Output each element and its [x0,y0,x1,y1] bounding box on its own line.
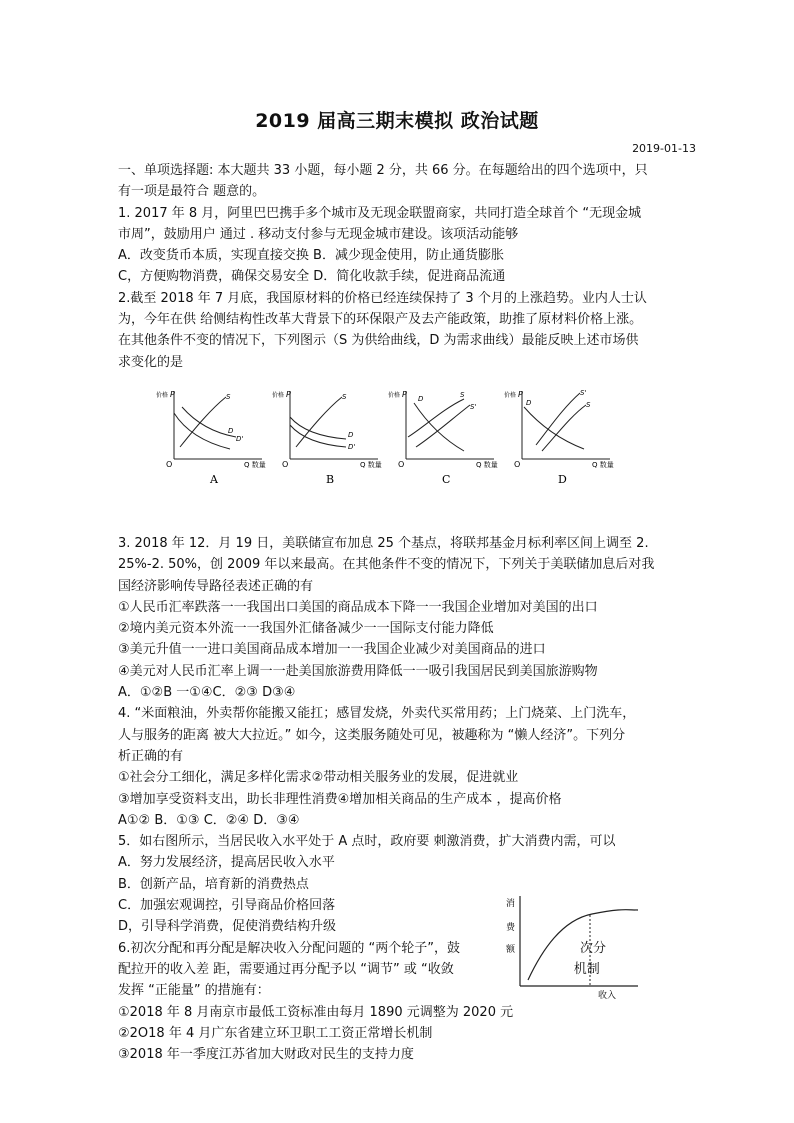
curve-label: D' [348,442,356,451]
text-line: 4. “米面粮油，外卖帮你能搬又能扛；感冒发烧，外卖代买常用药；上门烧菜、上门洗车， [118,706,636,722]
income-consumption-graph [502,890,642,1000]
text-line: C．加强宏观调控，引导商品价格回落 [118,898,336,914]
question-block-1-2 [118,160,680,373]
text-line: ①2018 年 8 月南京市最低工资标准由每月 1890 元调整为 2020 元 [118,1004,514,1020]
text-line: 析正确的有 [118,748,184,764]
text-line: 在其他条件不变的情况下，下列图示（S 为供给曲线，D 为需求曲线）最能反映上述市场供 [118,333,639,349]
q6-line-1: 6.初次分配和再分配是解决收入分配问题的 “两个轮子”，鼓 次分 [118,940,607,956]
quantity-label: Q 数量 [592,460,614,469]
graphs-svg [156,387,636,487]
text-line: 有一项是最符合 题意的。 [118,184,266,200]
curve-label: S [226,392,231,401]
curve-label: D [418,394,424,403]
text-line: ①社会分工细化，满足多样化需求②带动相关服务业的发展，促进就业 [118,770,519,786]
price-label: 价格 [504,391,517,399]
curve-1 [408,399,464,437]
text-line: C，方便购物消费，确保交易安全 D．简化收款手续，促进商品流通 [118,269,506,285]
text-line: A．①②B 一①④C．②③ D③④ [118,685,296,701]
origin-label: O [514,459,521,469]
price-label: 价格 [388,391,401,399]
text-line: ②境内美元资本外流一一我国外汇储备减少一一国际支付能力降低 [118,621,494,637]
p-label: P [402,389,407,399]
quantity-label: Q 数量 [244,460,266,469]
text-line: ③美元升值一一进口美国商品成本增加一一我国企业减少对美国商品的进口 [118,642,546,658]
graph-letter-A: A [210,472,218,486]
supply-demand-graphs [118,373,680,533]
curve-label: D [526,398,532,407]
ylabel-char-1: 消 [506,899,516,910]
quantity-label: Q 数量 [476,460,498,469]
text-line: ③2018 年一季度江苏省加大财政对民生的支持力度 [118,1047,414,1063]
consumption-curve [528,910,638,980]
graph-A [156,390,266,486]
text-line: 求变化的是 [118,354,184,370]
ylabel-char-2: 费 [506,923,516,934]
text-line: 2.截至 2018 年 7 月底，我国原材料的价格已经连续保持了 3 个月的上涨趋势。业内人士认 [118,290,647,306]
text-line: 1. 2017 年 8 月，阿里巴巴携手多个城市及无现金联盟商家，共同打造全球首个 “无现金城 [118,205,642,221]
text-line: 国经济影响传导路径表述正确的有 [118,578,314,594]
text-line: 为，今年在供 给侧结构性改革大背景下的环保限产及去产能政策，助推了原材料价格上涨。 [118,312,643,328]
curve-label: D [348,430,354,439]
text-line: 市周”，鼓励用户 通过 . 移动支付参与无现金城市建设。该项活动能够 [118,226,519,242]
origin-label: O [282,459,289,469]
curve-label: S' [470,402,477,411]
curve-label: S [586,400,591,409]
curve-1 [296,397,342,447]
text-line: 发挥 “正能量” 的措施有： [118,983,270,999]
text-line: D，引导科学消费，促使消费结构升级 [118,919,337,935]
q6-line-2: 配拉开的收入差 距，需要通过再分配予以 “调节” 或 “收敛 机制 [118,961,600,977]
text-line: 5．如右图所示，当居民收入水平处于 A 点时，政府要 刺激消费，扩大消费内需，可以 [118,834,616,850]
text-line: A．改变货币本质，实现直接交换 B．减少现金使用，防止通货膨胀 [118,248,504,264]
text-line: ②2O18 年 4 月广东省建立环卫职工工资正常增长机制 [118,1025,433,1041]
graph-C [388,390,498,486]
curve-label: D' [236,434,244,443]
text-line: B．创新产品，培育新的消费热点 [118,876,309,892]
origin-label: O [398,459,405,469]
p-label: P [170,389,175,399]
curve-label: D [228,426,234,435]
exam-content [118,160,680,1065]
graph-letter-B: B [326,472,335,486]
price-label: 价格 [156,391,169,399]
text-line: A①② B．①③ C．②④ D．③④ [118,812,300,828]
xlabel: 收入 [598,991,617,1002]
text-line: ③增加享受资料支出，助长非理性消费④增加相关商品的生产成本 ，提高价格 [118,791,562,807]
quantity-label: Q 数量 [360,460,382,469]
text-line: A．努力发展经济，提高居民收入水平 [118,855,335,871]
text-line: ④美元对人民币汇率上调一一赴美国旅游费用降低一一吸引我国居民到美国旅游购物 [118,663,598,679]
ylabel-char-3: 额 [506,945,516,956]
question-block-3-5 [118,533,680,852]
curve-label: S' [580,388,587,397]
curve-label: S [460,390,465,399]
graph-D [504,389,614,486]
text-line: 25%-2. 50%，创 2009 年以来最高。在其他条件不变的情况下，下列关于美联储加息后对我 [118,557,655,573]
origin-label: O [166,459,173,469]
exam-date: 2019-01-13 [632,142,696,155]
curve-label: S [342,392,347,401]
page-title: 2019 届高三期末模拟 政治试题 [255,110,539,132]
text-line: 3. 2018 年 12．月 19 日，美联储宣布加息 25 个基点，将联邦基金月标利率区间上调至 2. [118,535,649,551]
curve-3 [524,407,584,449]
text-line: 人与服务的距离 被大大拉近。” 如今，这类服务随处可见，被趣称为 “懒人经济”。下列分 [118,727,626,743]
p-label: P [286,389,291,399]
curve-1 [536,393,580,445]
graph-letter-D: D [558,472,567,486]
text-line: 一、单项选择题: 本大题共 33 小题，每小题 2 分，共 66 分。在每题给出的四个选项中，只 [118,163,648,178]
graph-B [272,390,382,486]
p-label: P [518,389,523,399]
text-line: ①人民币汇率跌落一一我国出口美国的商品成本下降一一我国企业增加对美国的出口 [118,599,598,615]
price-label: 价格 [272,391,285,399]
graph-letter-C: C [442,472,451,486]
